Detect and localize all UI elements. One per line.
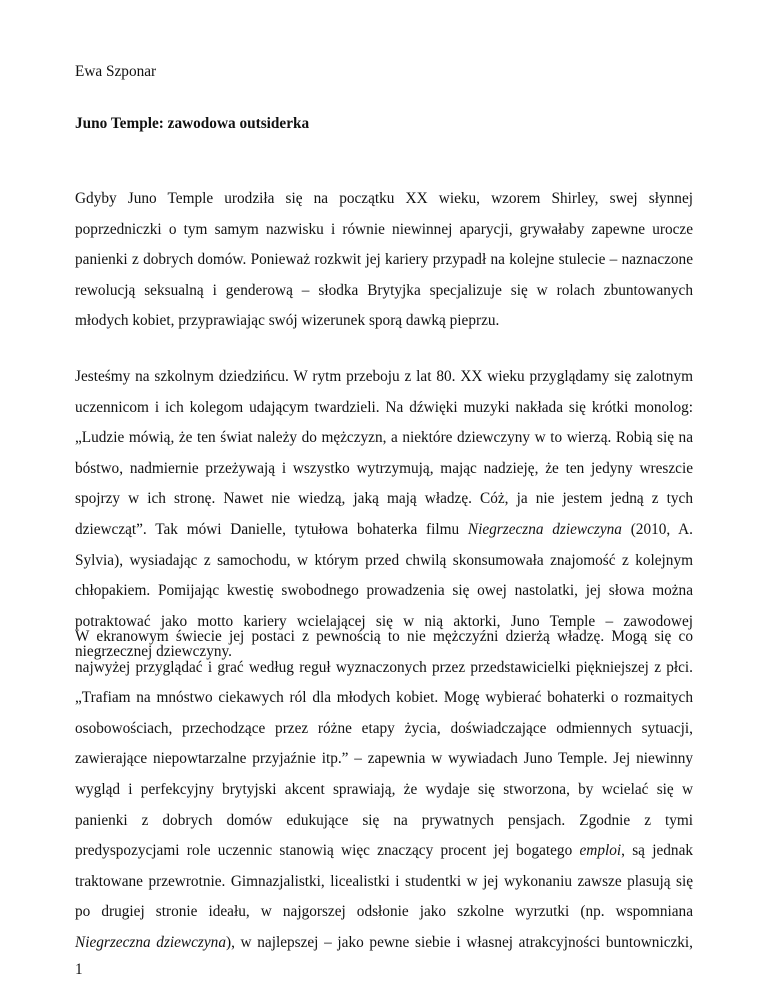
paragraph-3-line: W ekranowym świecie jej postaci z pewnością to nie mężczyźni dzierżą władzę. Mogą się co xyxy=(75,628,693,645)
paragraph-2-line: potraktować jako motto kariery wcielającej się w nią aktorki, Juno Temple – zawodowej xyxy=(75,612,693,630)
page-number: 1 xyxy=(75,961,83,978)
paragraph-2-line: niegrzecznej dziewczyny. xyxy=(75,643,232,661)
paragraph-2-line xyxy=(75,515,693,546)
paragraph-3-line: zawierające niepowtarzalne przyjaźnie itp.” – zapewnia w wywiadach Juno Temple. Jej niewinny xyxy=(75,750,693,768)
film-title: Niegrzeczna dziewczyna xyxy=(75,933,226,951)
film-title: Niegrzeczna dziewczyna xyxy=(467,520,622,538)
paragraph-2-line: bóstwo, nadmiernie przeżywają i wszystko wytrzymują, mając nadzieję, że ten jedyny wreszcie xyxy=(75,459,693,477)
paragraph-1-line: młodych kobiet, przyprawiając swój wizerunek sporą dawką pieprzu. xyxy=(75,312,500,330)
paragraph-1-line: poprzedniczki o tym samym nazwisku i równie niewinnej aparycji, grywałaby zapewne urocze xyxy=(75,220,693,238)
paragraph-2-line: Jesteśmy na szkolnym dziedzińcu. W rytm przeboju z lat 80. XX wieku przyglądamy się zalotnym xyxy=(75,368,693,385)
paragraph-3-line: osobowościach, przechodzące przez różne etapy życia, doświadczające odmiennych sytuacji, xyxy=(75,719,693,737)
paragraph-3 xyxy=(75,622,693,959)
paragraph-2-text: dziewcząt”. Tak mówi Danielle, tytułowa bohaterka filmu xyxy=(75,520,468,538)
paragraph-1-line: Gdyby Juno Temple urodziła się na początku XX wieku, wzorem Shirley, swej słynnej xyxy=(75,190,693,207)
paragraph-2-text: (2010, A. xyxy=(621,520,694,538)
article-title: Juno Temple: zawodowa outsiderka xyxy=(75,115,310,132)
paragraph-1-line: panienki z dobrych domów. Ponieważ rozkwit jej kariery przypadł na kolejne stulecie – naznaczone xyxy=(75,251,693,269)
paragraph-1 xyxy=(75,184,693,337)
paragraph-3-line: traktowane przewrotnie. Gimnazjalistki, licealistki i studentki w jej wykonaniu zawsze plasują się xyxy=(75,872,693,890)
paragraph-3-line: najwyżej przyglądać i grać według reguł wyznaczonych przez przedstawicielki piękniejszej z płci. xyxy=(75,658,693,676)
paragraph-1-line: rewolucją seksualną i genderową – słodka Brytyjka specjalizuje się w rolach zbuntowanych xyxy=(75,281,693,299)
paragraph-3-line: „Trafiam na mnóstwo ciekawych ról dla młodych kobiet. Mogę wybierać bohaterki o rozmaitych xyxy=(75,689,693,707)
paragraph-3-text: , są jednak xyxy=(621,842,694,860)
paragraph-2-line: uczennicom i ich kolegom udającym twardzieli. Na dźwięki muzyki nakłada się krótki monolog: xyxy=(75,398,693,416)
paragraph-2-line: „Ludzie mówią, że ten świat należy do mężczyzn, a niektóre dziewczyny w to wierzą. Robią się na xyxy=(75,429,693,447)
document-page xyxy=(75,0,693,994)
paragraph-2-line: chłopakiem. Pomijając kwestię swobodnego prowadzenia się owej nastolatki, jej słowa można xyxy=(75,582,693,600)
paragraph-3-line: wygląd i perfekcyjny brytyjski akcent sprawiają, że wydaje się stworzona, by wcielać się w xyxy=(75,780,693,798)
paragraph-2-line: Sylvia), wysiadając z samochodu, w którym przed chwilą skonsumowała znajomość z kolejnym xyxy=(75,551,693,569)
paragraph-3-line: panienki z dobrych domów edukujące się na prywatnych pensjach. Zgodnie z tymi xyxy=(75,811,693,829)
paragraph-3-text: ), w najlepszej – jako pewne siebie i własnej atrakcyjności buntowniczki, xyxy=(225,933,693,951)
paragraph-3-text: predyspozycjami role uczennic stanowią więc znaczący procent jej bogatego xyxy=(75,842,580,860)
paragraph-3-line xyxy=(75,836,693,867)
author-name: Ewa Szponar xyxy=(75,63,157,80)
paragraph-2-line: spojrzy w ich stronę. Nawet nie wiedzą, jaką mają władzę. Cóż, ja nie jestem jedną z tych xyxy=(75,490,693,508)
paragraph-3-line xyxy=(75,928,693,959)
emploi-term: emploi xyxy=(579,842,622,860)
paragraph-3-line: po drugiej stronie ideału, w najgorszej odsłonie jako szkolne wyrzutki (np. wspomniana xyxy=(75,903,693,921)
